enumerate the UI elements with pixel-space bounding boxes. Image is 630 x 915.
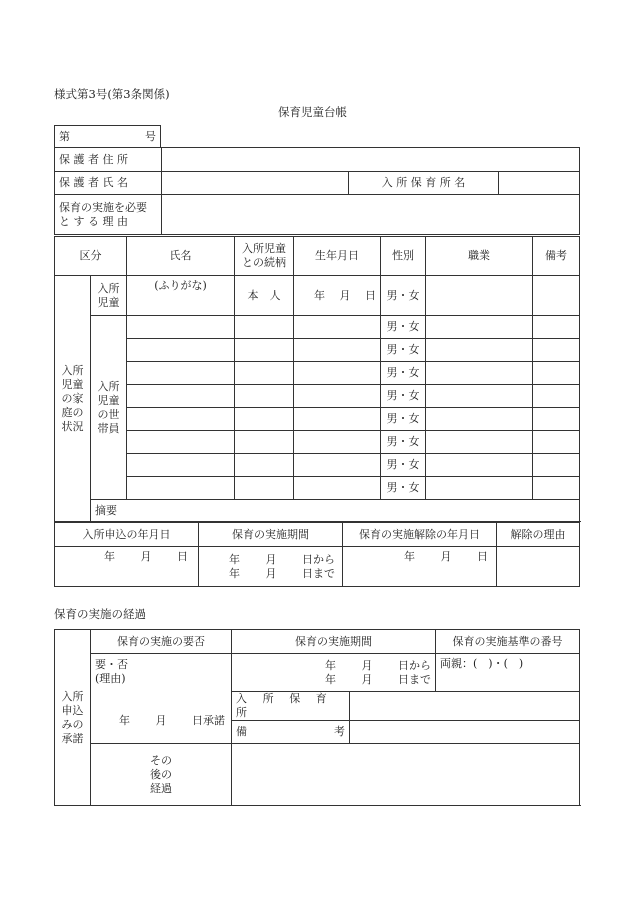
- reason-label-line2: と す る 理 由: [59, 214, 128, 228]
- day-label: 日: [177, 550, 188, 563]
- member-name-field[interactable]: [127, 454, 235, 477]
- guardian-address-label: 保 護 者 住 所: [55, 148, 162, 172]
- header-gender: 性別: [381, 237, 426, 276]
- header-standard: 保育の実施基準の番号: [436, 630, 580, 654]
- s2-remarks-field[interactable]: [350, 721, 580, 744]
- section2-title: 保育の実施の経過: [54, 607, 146, 621]
- reason-paren-label: (理由): [95, 672, 126, 685]
- member-remarks-field[interactable]: [533, 477, 580, 500]
- header-category: 区分: [55, 237, 127, 276]
- s2-nursery-field[interactable]: [350, 692, 580, 721]
- family-label-2: 児童: [61, 377, 84, 391]
- member-occupation-field[interactable]: [426, 362, 533, 385]
- member-gender[interactable]: 男・女: [381, 316, 426, 339]
- header-occupation: 職業: [426, 237, 533, 276]
- child-label: [91, 276, 127, 316]
- period-to-label: 日まで: [302, 566, 335, 580]
- family-label-3: の家: [61, 391, 84, 405]
- member-name-field[interactable]: [127, 408, 235, 431]
- s2-remarks-left: 備: [236, 725, 247, 738]
- member-occupation-field[interactable]: [426, 339, 533, 362]
- household-label-1: 入所: [97, 379, 120, 393]
- application-date-field[interactable]: [55, 547, 199, 587]
- member-occupation-field[interactable]: [426, 408, 533, 431]
- guardian-name-label: 保 護 者 氏 名: [55, 172, 162, 195]
- day-label: 日: [365, 288, 376, 302]
- header-relation-line2: との続柄: [242, 256, 286, 269]
- header-relation: [235, 237, 294, 276]
- approval-label-3: みの: [61, 717, 84, 731]
- period-from-label: 日から: [302, 552, 335, 566]
- household-label-4: 帯員: [97, 421, 120, 435]
- family-situation-label: [55, 276, 91, 522]
- yes-no-option[interactable]: 要・否: [95, 658, 128, 671]
- s2-nursery-label: 入 所 保 育 所: [232, 692, 350, 721]
- header-name: 氏名: [127, 237, 235, 276]
- nursery-name-label: 入 所 保 育 所 名: [349, 172, 499, 195]
- family-label-5: 状況: [61, 419, 84, 433]
- year-label: 年: [119, 714, 130, 727]
- member-name-field[interactable]: [127, 431, 235, 454]
- member-remarks-field[interactable]: [533, 362, 580, 385]
- application-table: [54, 522, 580, 587]
- period-from-label: 日から: [398, 658, 431, 672]
- year-label: 年: [325, 658, 336, 672]
- member-relation-field[interactable]: [235, 477, 294, 500]
- member-gender[interactable]: 男・女: [381, 339, 426, 362]
- header-application-date: 入所申込の年月日: [55, 523, 199, 547]
- member-birthdate-field[interactable]: [294, 477, 381, 500]
- followup-label-1: その: [150, 753, 172, 767]
- period-to-label: 日まで: [398, 672, 431, 686]
- month-label: 月: [361, 672, 373, 686]
- header-s2-period: 保育の実施期間: [232, 630, 436, 654]
- member-birthdate-field[interactable]: [294, 316, 381, 339]
- form-number: 様式第3号(第3条関係): [54, 87, 170, 101]
- child-label-1: 入所: [97, 281, 120, 295]
- member-remarks-field[interactable]: [533, 431, 580, 454]
- header-necessity: 保育の実施の要否: [91, 630, 232, 654]
- furigana-label: (ふりがな): [154, 279, 207, 292]
- header-cancel-reason: 解除の理由: [497, 523, 580, 547]
- year-label: 年: [314, 288, 325, 302]
- family-label-1: 入所: [61, 363, 84, 377]
- member-birthdate-field[interactable]: [294, 454, 381, 477]
- header-relation-line1: 入所児童: [242, 242, 286, 255]
- member-remarks-field[interactable]: [533, 316, 580, 339]
- s2-period-field[interactable]: [232, 654, 436, 692]
- member-gender[interactable]: 男・女: [381, 477, 426, 500]
- member-remarks-field[interactable]: [533, 408, 580, 431]
- member-name-field[interactable]: [127, 385, 235, 408]
- child-birthdate-field[interactable]: [294, 276, 381, 316]
- year-label: 年: [229, 566, 240, 580]
- member-gender[interactable]: 男・女: [381, 362, 426, 385]
- member-relation-field[interactable]: [235, 385, 294, 408]
- summary-label: 摘要: [91, 500, 580, 522]
- member-relation-field[interactable]: [235, 362, 294, 385]
- member-occupation-field[interactable]: [426, 316, 533, 339]
- period-field[interactable]: [199, 547, 343, 587]
- header-remarks: 備考: [533, 237, 580, 276]
- ledger-number-box: [54, 125, 161, 148]
- member-occupation-field[interactable]: [426, 454, 533, 477]
- cancel-date-field[interactable]: [343, 547, 497, 587]
- page-title: 保育児童台帳: [278, 105, 347, 119]
- approval-label-1: 入所: [61, 689, 84, 703]
- year-label: 年: [404, 550, 415, 563]
- child-name-field[interactable]: [127, 276, 235, 316]
- member-birthdate-field[interactable]: [294, 339, 381, 362]
- member-occupation-field[interactable]: [426, 477, 533, 500]
- month-label: 月: [265, 552, 277, 566]
- family-table: [54, 236, 580, 522]
- s2-remarks-label: [232, 721, 350, 744]
- ledger-number-label-right: 号: [145, 129, 156, 143]
- guardian-address-field[interactable]: [162, 148, 580, 172]
- ledger-number-label-left: 第: [59, 129, 70, 143]
- guardian-name-field[interactable]: [162, 172, 349, 195]
- member-relation-field[interactable]: [235, 431, 294, 454]
- household-label: [91, 316, 127, 500]
- progress-table: [54, 629, 580, 806]
- member-occupation-field[interactable]: [426, 385, 533, 408]
- year-label: 年: [325, 672, 336, 686]
- child-label-2: 児童: [97, 295, 120, 309]
- year-label: 年: [229, 552, 240, 566]
- guardian-table: [54, 147, 580, 235]
- header-birthdate: 生年月日: [294, 237, 381, 276]
- month-label: 月: [265, 566, 277, 580]
- member-gender[interactable]: 男・女: [381, 454, 426, 477]
- reason-label-line1: 保育の実施を必要: [59, 200, 147, 214]
- nursery-name-field[interactable]: [499, 172, 580, 195]
- member-relation-field[interactable]: [235, 408, 294, 431]
- standard-field[interactable]: 両親：( )・( ): [436, 654, 580, 692]
- approval-label-2: 申込: [61, 703, 84, 717]
- member-remarks-field[interactable]: [533, 454, 580, 477]
- child-remarks-field[interactable]: [533, 276, 580, 316]
- followup-field[interactable]: [232, 744, 580, 806]
- household-label-3: の世: [97, 407, 120, 421]
- s2-remarks-right: 考: [334, 725, 345, 738]
- member-gender[interactable]: 男・女: [381, 408, 426, 431]
- member-relation-field[interactable]: [235, 454, 294, 477]
- member-name-field[interactable]: [127, 339, 235, 362]
- month-label: 月: [155, 714, 167, 727]
- member-relation-field[interactable]: [235, 339, 294, 362]
- followup-label-3: 経過: [150, 781, 172, 795]
- member-birthdate-field[interactable]: [294, 385, 381, 408]
- followup-label: [91, 744, 232, 806]
- year-label: 年: [104, 550, 115, 563]
- cancel-reason-field[interactable]: [497, 547, 580, 587]
- reason-label: [55, 195, 162, 235]
- month-label: 月: [140, 550, 152, 563]
- member-remarks-field[interactable]: [533, 385, 580, 408]
- child-occupation-field[interactable]: [426, 276, 533, 316]
- child-relation: 本 人: [235, 276, 294, 316]
- household-label-2: 児童: [97, 393, 120, 407]
- child-gender[interactable]: 男・女: [381, 276, 426, 316]
- approval-date-suffix: 日承諾: [192, 714, 225, 727]
- header-cancel-date: 保育の実施解除の年月日: [343, 523, 497, 547]
- member-name-field[interactable]: [127, 316, 235, 339]
- month-label: 月: [339, 288, 351, 302]
- approval-label: [55, 630, 91, 806]
- reason-field[interactable]: [162, 195, 580, 235]
- member-gender[interactable]: 男・女: [381, 385, 426, 408]
- member-gender[interactable]: 男・女: [381, 431, 426, 454]
- member-name-field[interactable]: [127, 477, 235, 500]
- necessity-field[interactable]: [91, 654, 232, 744]
- member-occupation-field[interactable]: [426, 431, 533, 454]
- member-birthdate-field[interactable]: [294, 431, 381, 454]
- member-relation-field[interactable]: [235, 316, 294, 339]
- month-label: 月: [361, 658, 373, 672]
- month-label: 月: [440, 550, 452, 563]
- member-remarks-field[interactable]: [533, 339, 580, 362]
- followup-label-2: 後の: [150, 767, 172, 781]
- header-period: 保育の実施期間: [199, 523, 343, 547]
- approval-label-4: 承諾: [61, 731, 84, 745]
- day-label: 日: [477, 550, 488, 563]
- family-label-4: 庭の: [61, 405, 84, 419]
- member-birthdate-field[interactable]: [294, 408, 381, 431]
- member-birthdate-field[interactable]: [294, 362, 381, 385]
- member-name-field[interactable]: [127, 362, 235, 385]
